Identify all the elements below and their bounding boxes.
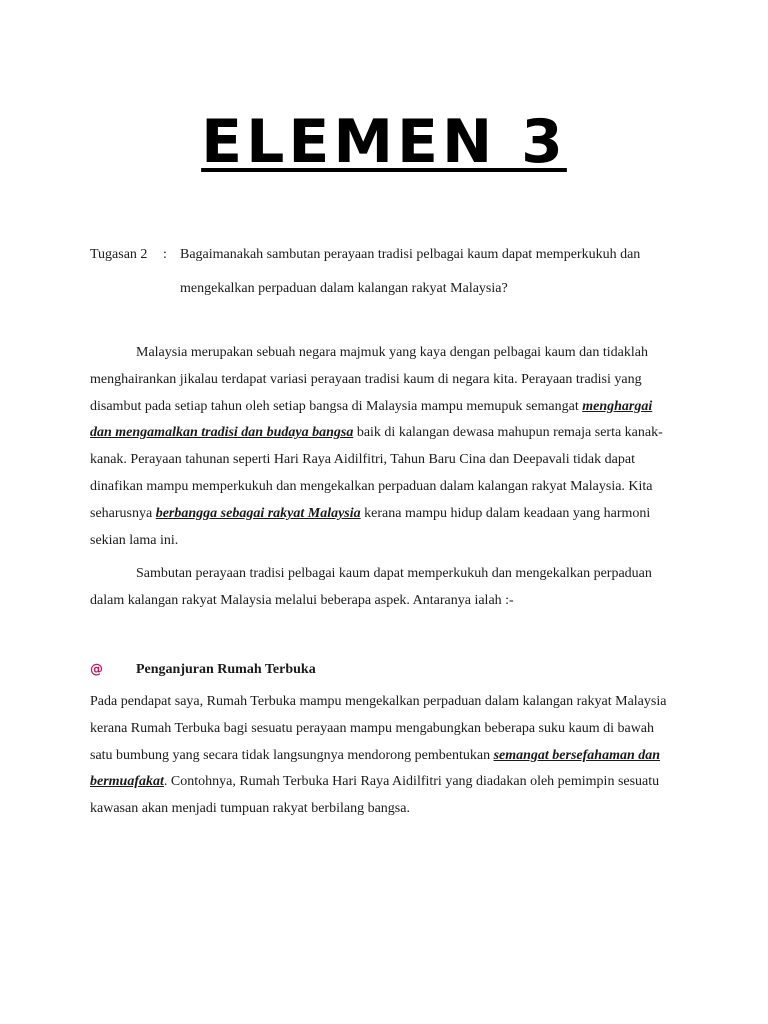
paragraph-2: Sambutan perayaan tradisi pelbagai kaum dapat memperkukuh dan mengekalkan perpaduan dalam kalangan rakyat Malaysia melalui beberapa aspek. Antaranya ialah :- <box>90 566 652 608</box>
paragraph-1 <box>90 340 670 554</box>
paragraph-3-part-2: . Contohnya, Rumah Terbuka Hari Raya Aidilfitri yang diadakan oleh pemimpin sesuatu kawasan akan menjadi tumpuan rakyat berbilang bangsa. <box>90 774 660 817</box>
task-question-line-2: mengekalkan perpaduan dalam kalangan rakyat Malaysia? <box>180 281 508 296</box>
paragraph-3-part-1: Pada pendapat saya, Rumah Terbuka mampu mengekalkan perpaduan dalam kalangan rakyat Malaysia kerana Rumah Terbuka bagi sesuatu perayaan mampu mengabungkan beberapa suku kaum di bawah satu bumbung yang secara tidak langsungnya mendorong pembentukan <box>90 694 667 763</box>
paragraph-1-part-1: Malaysia merupakan sebuah negara majmuk yang kaya dengan pelbagai kaum dan tidaklah menghairankan jikalau terdapat variasi perayaan tradisi kaum di negara kita. Perayaan tradisi yang disambut pada setiap tahun oleh setiap bangsa di Malaysia mampu memupuk semangat <box>90 345 648 414</box>
paragraph-1-part-2: baik di kalangan dewasa mahupun remaja serta kanak-kanak. Perayaan tahunan seperti Hari Raya Aidilfitri, Tahun Baru Cina dan Deepavali tidak dapat dinafikan mampu memperkukuh dan mengekalkan perpaduan dalam kalangan rakyat Malaysia. Kita seharusnya <box>90 425 663 521</box>
page-title <box>0 108 768 177</box>
paragraph-1-part-3: kerana mampu hidup dalam keadaan yang harmoni sekian lama ini. <box>90 505 651 548</box>
task-question-line-1: Bagaimanakah sambutan perayaan tradisi pelbagai kaum dapat memperkukuh dan <box>180 247 641 262</box>
at-bullet-icon: @ <box>90 662 103 677</box>
task-colon: : <box>163 247 167 262</box>
section-heading <box>90 658 316 682</box>
section-heading-text: Penganjuran Rumah Terbuka <box>136 662 316 677</box>
paragraph-3 <box>90 689 670 823</box>
paragraph-3-emphasis: semangat bersefahaman dan bermuafakat <box>90 747 661 790</box>
task-label: Tugasan 2 <box>90 247 148 262</box>
paragraph-1-emphasis-1: menghargai dan mengamalkan tradisi dan budaya bangsa <box>90 398 653 441</box>
task-question <box>180 238 690 306</box>
paragraph-1-emphasis-2: berbangga sebagai rakyat Malaysia <box>155 505 361 521</box>
title-text: ELEMEN 3 <box>201 107 567 177</box>
